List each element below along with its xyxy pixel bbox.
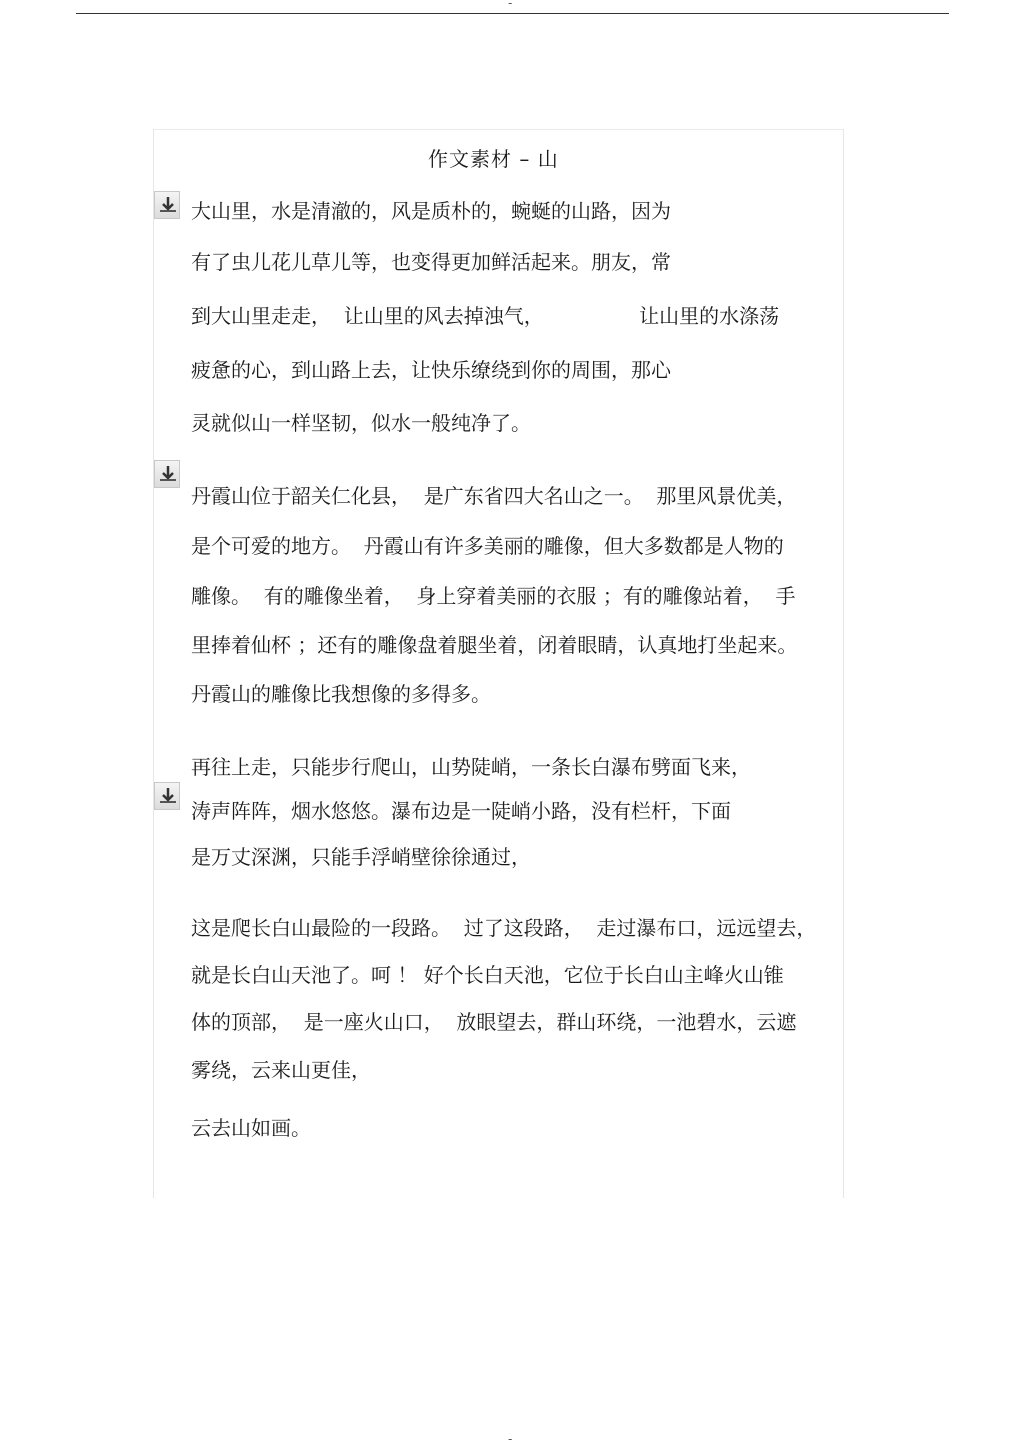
footer-mark: - bbox=[508, 1432, 513, 1446]
content-frame bbox=[153, 129, 844, 1198]
paragraph-line: 疲惫的心，到山路上去，让快乐缭绕到你的周围，那心 bbox=[191, 358, 671, 382]
paragraph-line: 体的顶部， 是一座火山口， 放眼望去，群山环绕，一池碧水，云遮 bbox=[191, 1010, 797, 1034]
paragraph-line: 云去山如画。 bbox=[191, 1116, 311, 1140]
image-anchor-icon bbox=[154, 782, 180, 810]
paragraph-line: 大山里，水是清澈的，风是质朴的，蜿蜒的山路，因为 bbox=[191, 199, 671, 223]
paragraph-line: 灵就似山一样坚韧，似水一般纯净了。 bbox=[191, 411, 531, 435]
paragraph-line: 再往上走，只能步行爬山，山势陡峭，一条长白瀑布劈面飞来， bbox=[191, 755, 751, 779]
paragraph-line: 里捧着仙杯 ；还有的雕像盘着腿坐着，闭着眼睛，认真地打坐起来。 bbox=[191, 633, 798, 657]
paragraph-line: 涛声阵阵，烟水悠悠。瀑布边是一陡峭小路，没有栏杆，下面 bbox=[191, 799, 731, 823]
paragraph-line: 是个可爱的地方。 丹霞山有许多美丽的雕像，但大多数都是人物的 bbox=[191, 534, 784, 558]
paragraph-line: 这是爬长白山最险的一段路。 过了这段路， 走过瀑布口，远远望去， bbox=[191, 916, 817, 940]
paragraph-line: 就是长白山天池了。呵 ！ 好个长白天池，它位于长白山主峰火山锥 bbox=[191, 963, 784, 987]
paragraph-line: 丹霞山位于韶关仁化县， 是广东省四大名山之一。 那里风景优美， bbox=[191, 484, 797, 508]
image-anchor-icon bbox=[154, 191, 180, 219]
paragraph-line: 丹霞山的雕像比我想像的多得多。 bbox=[191, 682, 491, 706]
header-rule bbox=[76, 13, 949, 14]
paragraph-line: 雾绕，云来山更佳， bbox=[191, 1058, 371, 1082]
paragraph-line: 到大山里走走， 让山里的风去掉浊气， 让山里的水涤荡 bbox=[191, 304, 780, 328]
header-mark: - bbox=[508, 0, 513, 10]
paragraph-line: 雕像。 有的雕像坐着， 身上穿着美丽的衣服 ；有的雕像站着， 手 bbox=[191, 584, 796, 608]
page-title: 作文素材 – 山 bbox=[428, 147, 559, 171]
paragraph-line: 有了虫儿花儿草儿等，也变得更加鲜活起来。朋友，常 bbox=[191, 250, 671, 274]
image-anchor-icon bbox=[154, 460, 180, 488]
paragraph-line: 是万丈深渊，只能手浮峭壁徐徐通过， bbox=[191, 845, 531, 869]
